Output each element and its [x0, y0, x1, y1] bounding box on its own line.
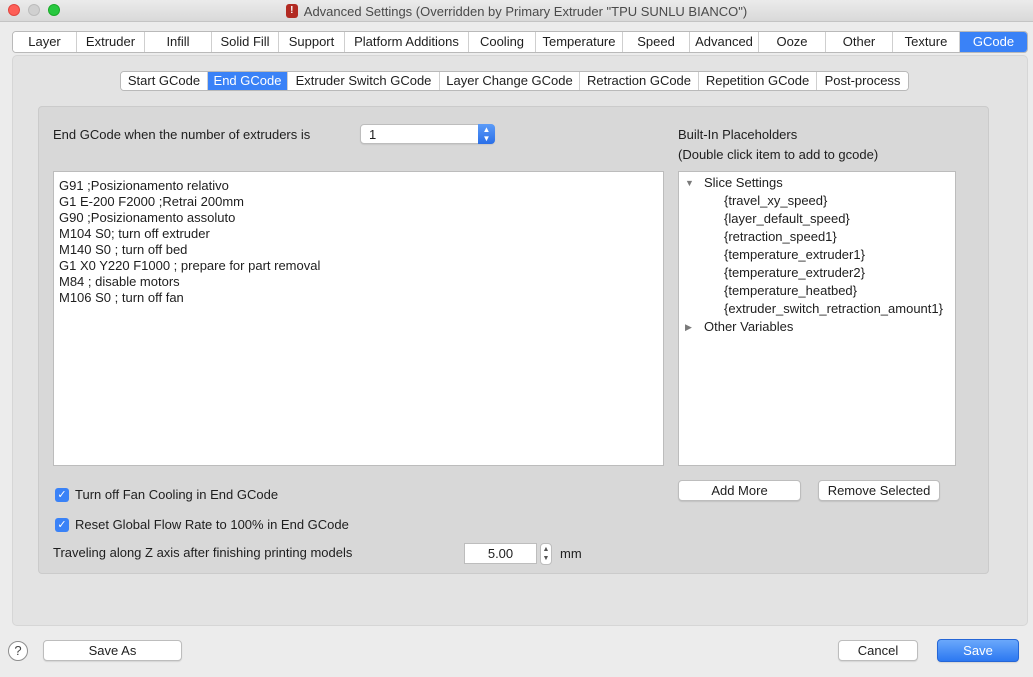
subtab-layer-change-gcode[interactable]: Layer Change GCode: [440, 72, 580, 90]
gcode-line: M106 S0 ; turn off fan: [59, 290, 184, 305]
help-icon[interactable]: ?: [8, 641, 28, 661]
subtab-post-process[interactable]: Post-process: [817, 72, 908, 90]
flow-rate-option[interactable]: [55, 517, 349, 532]
tree-item[interactable]: {temperature_extruder1}: [724, 247, 865, 262]
tree-item[interactable]: {temperature_heatbed}: [724, 283, 857, 298]
add-more-button[interactable]: Add More: [678, 480, 801, 501]
tab-cooling[interactable]: Cooling: [469, 32, 536, 52]
tab-advanced[interactable]: Advanced: [690, 32, 759, 52]
tab-support[interactable]: Support: [279, 32, 345, 52]
tree-item[interactable]: {extruder_switch_retraction_amount1}: [724, 301, 943, 316]
z-travel-unit: mm: [560, 546, 582, 561]
tree-item[interactable]: {travel_xy_speed}: [724, 193, 828, 208]
cancel-button[interactable]: Cancel: [838, 640, 918, 661]
end-gcode-editor[interactable]: [53, 171, 664, 466]
tree-group-label: Other Variables: [704, 319, 794, 334]
tab-temperature[interactable]: Temperature: [536, 32, 623, 52]
extruders-count-label: End GCode when the number of extruders is: [53, 127, 311, 142]
placeholders-title: Built-In Placeholders: [678, 127, 798, 142]
gcode-line: M140 S0 ; turn off bed: [59, 242, 188, 257]
save-button[interactable]: Save: [937, 639, 1019, 662]
z-travel-label: Traveling along Z axis after finishing printing models: [53, 545, 353, 560]
updown-arrows-icon: ▲ ▼: [478, 124, 495, 144]
subtab-repetition-gcode[interactable]: Repetition GCode: [699, 72, 817, 90]
tab-solid-fill[interactable]: Solid Fill: [212, 32, 279, 52]
tab-gcode[interactable]: GCode: [960, 32, 1027, 52]
disclosure-expanded-icon[interactable]: ▼: [685, 178, 694, 188]
tree-group-label: Slice Settings: [704, 175, 783, 190]
app-icon: !: [286, 4, 298, 18]
gcode-line: M104 S0; turn off extruder: [59, 226, 210, 241]
fan-cooling-label: Turn off Fan Cooling in End GCode: [75, 487, 279, 502]
main-tabs: [12, 31, 1028, 53]
gcode-line: G90 ;Posizionamento assoluto: [59, 210, 236, 225]
subtab-extruder-switch-gcode[interactable]: Extruder Switch GCode: [288, 72, 440, 90]
tree-item[interactable]: {layer_default_speed}: [724, 211, 850, 226]
tree-group-slice-settings[interactable]: [679, 174, 955, 192]
tab-other[interactable]: Other: [826, 32, 893, 52]
gcode-line: G1 E-200 F2000 ;Retrai 200mm: [59, 194, 244, 209]
tab-platform-additions[interactable]: Platform Additions: [345, 32, 469, 52]
z-travel-input[interactable]: 5.00: [464, 543, 537, 564]
tab-speed[interactable]: Speed: [623, 32, 690, 52]
subtab-retraction-gcode[interactable]: Retraction GCode: [580, 72, 699, 90]
tab-texture[interactable]: Texture: [893, 32, 960, 52]
tab-layer[interactable]: Layer: [13, 32, 77, 52]
subtab-end-gcode[interactable]: End GCode: [208, 72, 288, 90]
tree-item[interactable]: {retraction_speed1}: [724, 229, 837, 244]
extruders-count-value: 1: [369, 127, 377, 142]
gcode-line: G91 ;Posizionamento relativo: [59, 178, 229, 193]
checkmark-icon[interactable]: ✓: [55, 518, 69, 532]
fan-cooling-option[interactable]: [55, 487, 278, 502]
tab-infill[interactable]: Infill: [145, 32, 212, 52]
checkmark-icon[interactable]: ✓: [55, 488, 69, 502]
gcode-subtabs: [120, 71, 909, 91]
title-bar: [0, 0, 1033, 22]
z-travel-stepper[interactable]: ▲ ▼: [540, 543, 552, 565]
tab-extruder[interactable]: Extruder: [77, 32, 145, 52]
flow-rate-label: Reset Global Flow Rate to 100% in End GCode: [75, 517, 349, 532]
save-as-button[interactable]: Save As: [43, 640, 182, 661]
gcode-line: M84 ; disable motors: [59, 274, 180, 289]
remove-selected-button[interactable]: Remove Selected: [818, 480, 940, 501]
tab-ooze[interactable]: Ooze: [759, 32, 826, 52]
placeholders-tree[interactable]: [678, 171, 956, 466]
disclosure-collapsed-icon[interactable]: ▶: [685, 322, 692, 332]
window-title-wrap: [0, 0, 1033, 22]
tree-item[interactable]: {temperature_extruder2}: [724, 265, 865, 280]
placeholders-subtitle: (Double click item to add to gcode): [678, 147, 879, 162]
window-title: Advanced Settings (Overridden by Primary Extruder "TPU SUNLU BIANCO"): [303, 3, 748, 19]
subtab-start-gcode[interactable]: Start GCode: [121, 72, 208, 90]
extruders-count-select[interactable]: [360, 124, 495, 144]
tree-group-other-variables[interactable]: [679, 318, 955, 336]
gcode-line: G1 X0 Y220 F1000 ; prepare for part removal: [59, 258, 321, 273]
